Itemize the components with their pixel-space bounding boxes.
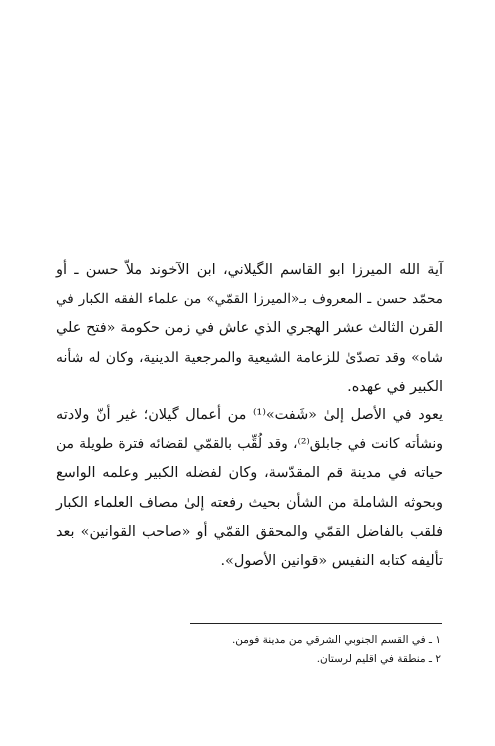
text-line: آية الله الميرزا ابو القاسم الگيلاني، ابن الآخوند ملاّ حسن ـ أو [56, 262, 443, 278]
footnotes [181, 631, 441, 669]
text-line: تأليفه كتابه النفيس «قوانين الأصول». [220, 553, 443, 570]
paragraph-biography-intro [56, 256, 443, 402]
text-line: وبحوثه الشاملة من الشأن بحيث رفعته إلىٰ مصاف العلماء الكبار [56, 494, 443, 511]
text-line: شاه» وقد تصدّىٰ للزعامة الشيعية والمرجعية الدينية، وكان له شأنه [56, 349, 443, 366]
footnote-separator [190, 623, 442, 624]
text-line: محمّد حسن ـ المعروف بـ«الميرزا القمّي» من علماء الفقه الكبار في [56, 291, 443, 308]
paragraph-origin-and-titles [56, 401, 443, 576]
footnote-2: ٢ ـ منطقة في اقليم لرستان. [316, 653, 441, 665]
text-line: حياته في مدينة قم المقدّسة، وكان لفضله الكبير وعلمه الواسع [56, 465, 443, 482]
text-line: يعود في الأصل إلىٰ «شَفت»⁽¹⁾ من أعمال گيلان؛ غير أنّ ولادته [56, 407, 443, 423]
text-line: ونشأته كانت في جابلق⁽²⁾، وقد لُقِّب بالقمّي لقضائه فترة طويلة من [56, 436, 443, 453]
text-line: الكبير في عهده. [347, 378, 443, 395]
text-line: فلقب بالفاضل القمّي والمحقق القمّي أو «صاحب القوانين» بعد [56, 523, 443, 540]
text-line: القرن الثالث عشر الهجري الذي عاش في زمن حكومة «فتح علي [56, 320, 443, 337]
footnote-1: ١ ـ في القسم الجنوبي الشرقي من مدينة فومن. [231, 634, 441, 646]
